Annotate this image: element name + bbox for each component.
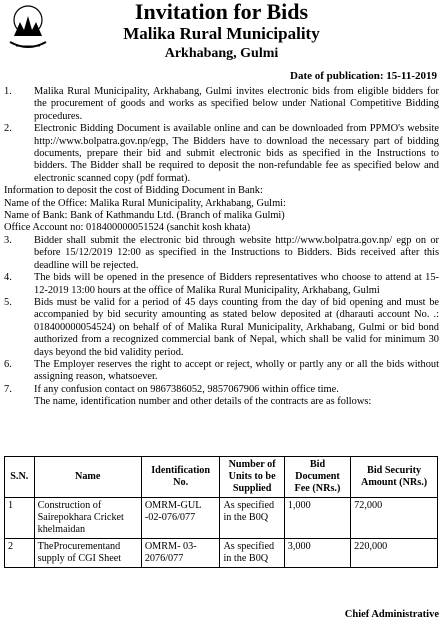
clause-text: Bidder shall submit the electronic bid through website http://www.bolpatra.gov.np/ egp on or before 15/12/2019 12:00 as specified in the Instructions to Bidders. Bids received after this deadline will be rejected. (34, 234, 439, 271)
cell-fee: 1,000 (284, 498, 350, 539)
col-header-name: Name (34, 457, 141, 498)
bank-info-heading: Information to deposit the cost of Bidding Document in Bank: (4, 185, 263, 197)
office-name: Name of the Office: Malika Rural Municipality, Arkhabang, Gulmi: (4, 197, 286, 209)
cell-fee: 3,000 (284, 539, 350, 568)
table-row (5, 498, 438, 539)
clause-number: 5. (4, 296, 12, 308)
contracts-table (4, 456, 438, 568)
bank-name: Name of Bank: Bank of Kathmandu Ltd. (Branch of malika Gulmi) (4, 210, 285, 222)
cell-name: TheProcurementand supply of CGI Sheet (34, 539, 141, 568)
clause-text: The bids will be opened in the presence of Bidders representatives who choose to attend at 15-12-2019 13:00 hours at the office of Malika Rural Municipality, Arkhabang, Gulmi (34, 272, 439, 296)
clause-text: If any confusion contact on 9867386052, 9857067906 within office time. (34, 383, 339, 395)
cell-security: 220,000 (351, 539, 438, 568)
clause-text: The Employer reserves the right to accept or reject, wholly or partly any or all the bids without assigning reason, whatsoever. (34, 358, 439, 383)
col-header-identification: Identification No. (141, 457, 220, 498)
clause-number: 1. (4, 86, 12, 97)
cell-identification: OMRM- 03-2076/077 (141, 539, 220, 568)
clause-number: 4. (4, 272, 12, 284)
table-intro: The name, identification number and other details of the contracts are as follows: (34, 396, 372, 408)
cell-units: As specified in the B0Q (220, 539, 284, 568)
notice-title: Invitation for Bids (134, 0, 309, 24)
clause-6 (4, 359, 439, 384)
clause-number: 3. (4, 234, 12, 246)
table-row (5, 539, 438, 568)
clause-text: Electronic Bidding Document is available online and can be downloaded from PPMO's website http://www.bolpatra.gov.np/egp, The Bidders have to download the necessary part of bidding documents, prepare their bid and submit electronic bids as specified in the Instructions to bidders. The Bidder shall be required to deposit the non-refundable fee as specified below and electronic scanned copy (pdf format). (34, 123, 439, 184)
notice-body (4, 86, 439, 409)
clause-7 (4, 384, 439, 396)
col-header-sn: S.N. (5, 457, 35, 498)
clause-number: 7. (4, 383, 12, 395)
clause-2 (4, 123, 439, 185)
clause-5 (4, 297, 439, 359)
cell-identification: OMRM-GUL -02-076/077 (141, 498, 220, 539)
col-header-units: Number of Units to be Supplied (220, 457, 284, 498)
municipality-location: Arkhabang, Gulmi (164, 46, 279, 61)
clause-1 (4, 86, 439, 123)
municipality-name: Malika Rural Municipality (123, 24, 320, 43)
cell-security: 72,000 (351, 498, 438, 539)
office-account-number: Office Account no: 018400000051524 (sanchit kosh khata) (4, 222, 251, 234)
col-header-fee: Bid Document Fee (NRs.) (284, 457, 350, 498)
cell-sn: 2 (5, 539, 35, 568)
table-header-row (5, 457, 438, 498)
cell-sn: 1 (5, 498, 35, 539)
clause-3 (4, 235, 439, 272)
signature-line: Chief Administrative (344, 609, 439, 620)
clause-text: Malika Rural Municipality, Arkhabang, Gulmi invites electronic bids from eligible bidders for the procurement of goods and works as specified below under National Competitive Bidding procedures. (34, 86, 439, 122)
clause-text: Bids must be valid for a period of 45 days counting from the day of bid opening and must be accompanied by bid security amounting as stated below deposited at (dharauti account No. .: 018400000054524) on behalf of of Malika Rural Municipality, Arkhabang, Gulmi or bid bond authorized from a recognized commercial bank of Nepal, which shall be valid for minimum 30 days beyond the bid validity period. (34, 296, 439, 358)
clause-4 (4, 272, 439, 297)
clause-number: 2. (4, 123, 12, 135)
publication-date: Date of publication: 15-11-2019 (290, 70, 437, 82)
cell-units: As specified in the B0Q (220, 498, 284, 539)
cell-name: Construction of Sairepokhara Cricket khelmaidan (34, 498, 141, 539)
col-header-security: Bid Security Amount (NRs.) (351, 457, 438, 498)
clause-number: 6. (4, 358, 12, 370)
